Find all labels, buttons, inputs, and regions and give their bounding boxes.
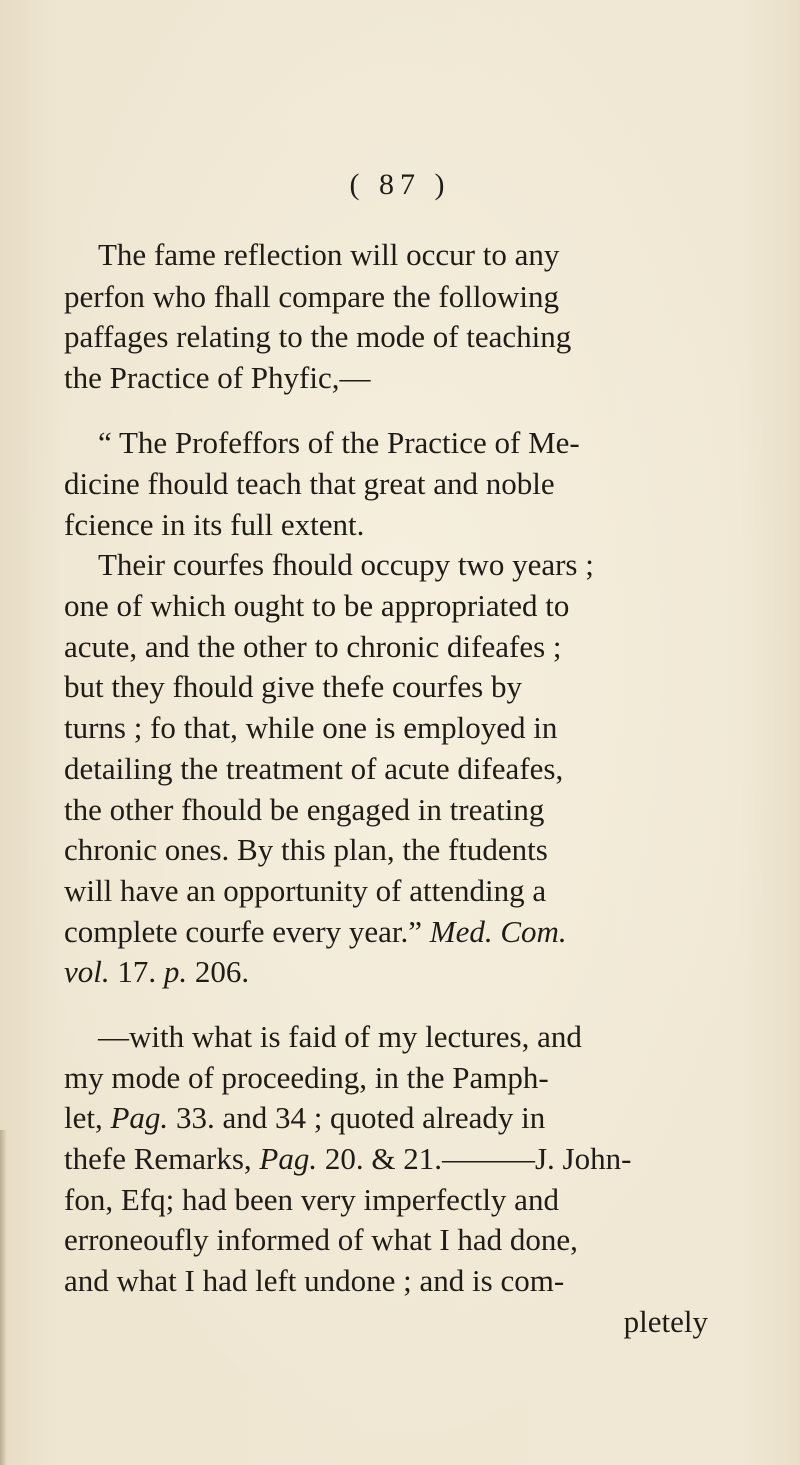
text-line: and what I had left undone ; and is com- xyxy=(64,1263,565,1299)
text-line: the other fhould be engaged in treating xyxy=(64,791,545,827)
citation-italic: vol. xyxy=(64,954,110,990)
text-segment: 33. and 34 ; quoted already in xyxy=(168,1100,546,1136)
text-line: perfon who fhall compare the following xyxy=(64,278,559,314)
citation-italic: p. xyxy=(163,954,188,990)
text-line: —with what is faid of my lectures, and xyxy=(98,1018,582,1054)
text-line: acute, and the other to chronic difeafes ; xyxy=(64,628,562,664)
text-line xyxy=(64,1139,631,1179)
text-line: “ The Profeffors of the Practice of Me- xyxy=(98,425,580,461)
text-line: my mode of proceeding, in the Pamph- xyxy=(64,1059,549,1095)
text-line: Their courfes fhould occupy two years ; xyxy=(98,547,594,583)
text-line: chronic ones. By this plan, the ftudents xyxy=(64,832,548,868)
text-line: detailing the treatment of acute difeafes, xyxy=(64,750,564,786)
catchword: pletely xyxy=(623,1303,708,1339)
page-number: ( 87 ) xyxy=(349,168,451,201)
page-edge-shadow xyxy=(0,1130,7,1465)
text-line xyxy=(64,912,567,952)
text-line: dicine fhould teach that great and noble xyxy=(64,465,555,501)
text-line xyxy=(64,952,249,992)
text-segment: 20. & 21.———J. John- xyxy=(317,1140,632,1176)
text-line: the Practice of Phyfic,— xyxy=(64,359,371,395)
citation-italic: Med. Com. xyxy=(429,913,567,949)
text-segment: complete courfe every year.” xyxy=(64,913,430,949)
text-segment: let, xyxy=(64,1100,111,1136)
citation-italic: Pag. xyxy=(259,1140,318,1176)
text-line: one of which ought to be appropriated to xyxy=(64,588,570,624)
text-line: turns ; fo that, while one is employed in xyxy=(64,710,558,746)
text-line: fcience in its full extent. xyxy=(64,506,365,542)
text-line: will have an opportunity of attending a xyxy=(64,873,547,908)
text-line xyxy=(64,1098,545,1138)
text-line: paffages relating to the mode of teaching xyxy=(64,319,572,355)
text-segment: 206. xyxy=(187,954,250,990)
text-line: erroneoufly informed of what I had done, xyxy=(64,1222,578,1258)
text-line: The fame reflection will occur to any xyxy=(98,237,560,272)
text-line: fon, Efq; had been very imperfectly and xyxy=(64,1181,559,1217)
citation-italic: Pag. xyxy=(110,1100,169,1136)
text-segment: 17. xyxy=(109,954,164,990)
text-line: but they fhould give thefe courfes by xyxy=(64,669,522,705)
text-segment: thefe Remarks, xyxy=(64,1140,260,1176)
